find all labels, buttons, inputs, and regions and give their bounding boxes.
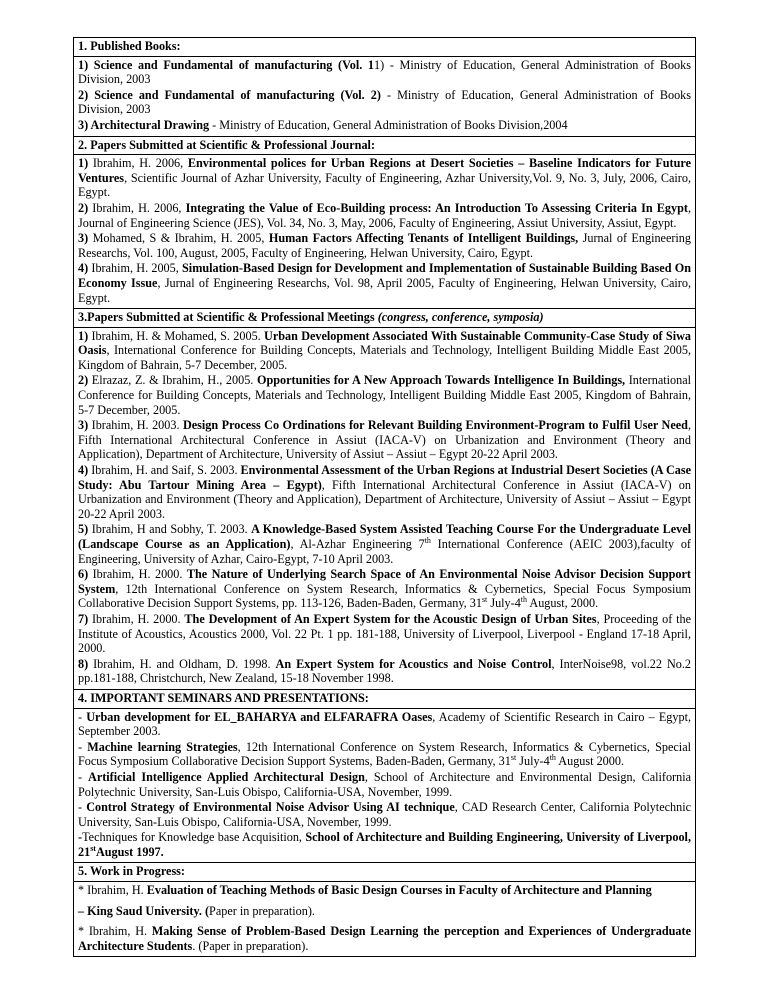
text-run: , Journal of Engineering Science (JES), Vol. 34, No. 3, May, 2006, Faculty of Engineering, Assiut University, Assiut, Egypt. <box>78 200 691 230</box>
text-run: 8) <box>78 656 89 671</box>
text-run: School of Architecture and Building Engineering, University of Liverpool, 21 <box>78 830 691 859</box>
text-run: st <box>481 595 488 605</box>
text-run: - Ministry of Education, General Administration of Books Division, 2003 <box>78 87 691 117</box>
section-heading: 2. Papers Submitted at Scientific & Professional Journal: <box>74 136 696 155</box>
text-run: The Nature of Underlying Search Space of An Environmental Noise Advisor Decision Support System <box>78 567 691 596</box>
text-run: - <box>78 769 89 784</box>
text-run: 5) <box>78 522 89 537</box>
section-content-row <box>74 708 696 863</box>
text-run: Simulation-Based Design for Development and Implementation of Sustainable Building Based On Economy Issue <box>78 261 691 290</box>
entry <box>78 567 691 611</box>
section-content <box>74 327 696 689</box>
text-run: 3) <box>78 231 89 246</box>
text-run: International Conference (AEIC 2003),faculty of Engineering, University of Azhar, Cairo-Egypt, 7-10 April 2003. <box>78 537 691 566</box>
entry <box>78 657 691 686</box>
text-run: 7) <box>78 611 89 626</box>
entry <box>78 201 691 230</box>
text-run: 2) <box>78 200 89 215</box>
text-run: Evaluation of Teaching Methods of Basic Design Courses in Faculty of Architecture and Planning <box>146 883 652 898</box>
text-run: - Ministry of Education, General Administration of Books Division,2004 <box>209 117 568 132</box>
section-heading-row <box>74 136 696 155</box>
entry <box>78 373 691 417</box>
text-run: Environmental polices for Urban Regions at Desert Societies – Baseline Indicators for Future Ventures <box>78 156 691 185</box>
entry <box>78 418 691 462</box>
text-run: 2) <box>78 373 89 388</box>
entry <box>78 830 691 859</box>
text-run: Ibrahim, H. and Saif, S. 2003. <box>88 463 241 478</box>
text-run: Elrazaz, Z. & Ibrahim, H., 2005. <box>88 373 257 388</box>
entry <box>78 740 691 769</box>
text-run: st <box>510 753 517 763</box>
text-run: August 1997. <box>95 844 164 859</box>
entry <box>78 118 691 133</box>
text-run: August, 2000. <box>527 596 599 611</box>
text-run: 3) Architectural Drawing <box>78 117 210 132</box>
section-heading: 5. Work in Progress: <box>74 863 696 882</box>
text-run: A Knowledge-Based System Assisted Teaching Course For the Undergraduate Level (Landscape Course as an Application) <box>78 522 691 551</box>
text-run: Ibrahim, H. & Mohamed, S. 2005. <box>88 328 265 343</box>
text-run: July-4 <box>487 596 521 611</box>
section-content <box>74 708 696 863</box>
text-run: The Development of An Expert System for the Acoustic Design of Urban Sites <box>184 611 597 626</box>
text-run: - <box>78 739 88 754</box>
text-run: th <box>424 535 431 545</box>
text-run: Ibrahim, H. and Oldham, D. 1998. <box>88 656 276 671</box>
text-run: , Al-Azhar Engineering 7 <box>290 537 425 551</box>
text-run: * Ibrahim, H. <box>78 924 152 939</box>
section-heading-row <box>74 863 696 882</box>
text-run: Ibrahim, H. 2005, <box>88 261 183 276</box>
text-run: Control Strategy of Environmental Noise Advisor Using AI technique <box>86 800 455 815</box>
text-run: Human Factors Affecting Tenants of Intelligent Buildings, <box>268 231 579 246</box>
text-run: Jurnal of Engineering Researchs, Vol. 100, August, 2005, Faculty of Engineering, Helwan University, Cairo, Egypt. <box>78 231 691 260</box>
text-run: July-4 <box>516 754 550 769</box>
text-run: * Ibrahim, H. <box>78 883 147 898</box>
text-run: . (Paper in preparation). <box>192 938 309 953</box>
text-run: Making Sense of Problem-Based Design Learning the perception and Experiences of Undergraduate Architecture Students <box>78 924 691 953</box>
text-run: 6) <box>78 567 89 582</box>
text-run: Ibrahim, H. 2000. <box>88 611 185 626</box>
text-run: , Academy of Scientific Research in Cairo – Egypt, September 2003. <box>78 709 691 739</box>
section-heading-row <box>74 689 696 708</box>
text-run: , CAD Research Center, California Polytechnic University, San-Luis Obispo, California-USA, November, 1999. <box>78 800 691 829</box>
section-content-row <box>74 327 696 689</box>
section-content-row <box>74 882 696 957</box>
section-content <box>74 155 696 309</box>
text-run: Ibrahim, H. 2006, <box>88 200 186 215</box>
text-run: Techniques for Knowledge base Acquisition, <box>82 830 306 845</box>
entry <box>78 770 691 799</box>
text-run: th <box>520 595 528 605</box>
text-run: – King Saud University. ( <box>78 903 210 918</box>
text-run: 1) - Ministry of Education, General Administration of Books Division, 2003 <box>78 57 691 87</box>
text-run: Ibrahim, H. 2000. <box>88 567 187 582</box>
entry <box>78 904 691 919</box>
text-run: , 12th International Conference on System Research, Informatics & Cybernetics, Special Focus Symposium Collaborative Decision Support Systems, Baden-Baden, Germany, 31 <box>78 739 691 769</box>
text-run: , 12th International Conference on System Research, Informatics & Cybernetics, Special Focus Symposium Collaborative Decision Support Systems, pp. 113-126, Baden-Baden, Germany, 31 <box>78 581 691 611</box>
section-heading <box>74 309 696 328</box>
entry <box>78 612 691 656</box>
entry <box>78 231 691 260</box>
text-run: 3.Papers Submitted at Scientific & Professional Meetings <box>78 310 378 325</box>
publications-table <box>73 37 696 957</box>
text-run: , Jurnal of Engineering Researchs, Vol. 98, April 2005, Faculty of Engineering, Helwan University, Cairo, Egypt. <box>78 275 691 305</box>
text-run: , Proceeding of the Institute of Acoustics, Acoustics 2000, Vol. 22 Pt. 1 pp. 181-188, University of Liverpool, Liverpool - England 17-18 April, 2000. <box>78 611 691 656</box>
entry <box>78 883 691 898</box>
entry <box>78 463 691 521</box>
section-content <box>74 882 696 957</box>
text-run: Ibrahim, H. 2003. <box>88 418 183 433</box>
section-content-row <box>74 56 696 136</box>
text-run: 3) <box>78 418 89 433</box>
text-run: - <box>78 830 83 845</box>
text-run: International Conference for Building Concepts, Materials and Technology, Intelligent Building Middle East 2005, Kingdom of Bahrain, 5-7 December, 2005. <box>78 373 691 417</box>
section-heading-row <box>74 38 696 57</box>
text-run: , School of Architecture and Environmental Design, California Polytechnic University, San-Luis Obispo, California-USA, November, 1999. <box>78 769 691 799</box>
text-run: Machine learning Strategies <box>87 739 238 754</box>
text-run: Environmental Assessment of the Urban Regions at Industrial Desert Societies (A Case Study: Abu Tartour Mining Area – Egypt) <box>78 463 692 492</box>
entry <box>78 329 691 373</box>
section-content-row <box>74 155 696 309</box>
text-run: Artificial Intelligence Applied Architectural Design <box>88 769 365 784</box>
text-run: , InterNoise98, vol.22 No.2 pp.181-188, Christchurch, New Zealand, 15-18 November 1998. <box>78 656 691 686</box>
text-run: , Fifth International Architectural Conference in Assiut (IACA-V) on Urbanization and Environment (Theory and Application), Department of Architecture, University of Assiut – Assiut – Egypt 20-22 April 2003. <box>78 477 691 521</box>
text-run: (congress, conference, symposia) <box>377 310 544 325</box>
text-run: Ibrahim, H. 2006, <box>88 156 188 171</box>
text-run: Paper in preparation). <box>209 903 315 918</box>
entry <box>78 924 691 953</box>
cv-publications-page <box>73 37 696 957</box>
entry <box>78 88 691 117</box>
text-run: 4) <box>78 463 89 478</box>
text-run: , International Conference for Building Concepts, Materials and Technology, Intelligent Building Middle East 2005, Kingdom of Bahrain, 5-7 December, 2005. <box>78 343 691 372</box>
entry <box>78 156 691 200</box>
text-run: th <box>549 753 556 763</box>
text-run: , Fifth International Architectural Conference in Assiut (IACA-V) on Urbanization and Environment (Theory and Application), Department of Architecture, University of Assiut – Assiut – Egypt 20-22 April 2003. <box>78 418 691 462</box>
text-run: 4) <box>78 261 89 276</box>
text-run: Design Process Co Ordinations for Relevant Building Environment-Program to Fulfil User Need <box>182 418 688 433</box>
text-run: Urban development for EL_BAHARYA and ELFARAFRA Oases <box>86 709 433 724</box>
text-run: - <box>78 709 87 724</box>
entry <box>78 261 691 305</box>
publications-table-body <box>74 38 696 957</box>
text-run: Integrating the Value of Eco-Building process: An Introduction To Assessing Criteria In Egypt <box>185 200 688 215</box>
text-run: 1) <box>78 156 89 171</box>
text-run: Ibrahim, H and Sobhy, T. 2003. <box>88 522 252 537</box>
text-run: st <box>90 843 96 853</box>
entry <box>78 800 691 829</box>
section-heading-row <box>74 309 696 328</box>
section-heading: 1. Published Books: <box>74 38 696 57</box>
text-run: August 2000. <box>555 754 624 769</box>
text-run: , Scientific Journal of Azhar University, Faculty of Engineering, Azhar University,Vol. 9, No. 3, July, 2006, Cairo, Egypt. <box>78 170 691 200</box>
text-run: - <box>78 800 87 815</box>
text-run: 1) Science and Fundamental of manufacturing (Vol. 1 <box>78 57 375 72</box>
section-heading: 4. IMPORTANT SEMINARS AND PRESENTATIONS: <box>74 689 696 708</box>
entry <box>78 58 691 87</box>
entry <box>78 522 691 566</box>
entry <box>78 710 691 739</box>
text-run: An Expert System for Acoustics and Noise Control <box>275 656 552 671</box>
text-run: Urban Development Associated With Sustainable Community-Case Study of Siwa Oasis <box>78 328 691 358</box>
text-run: Opportunities for A New Approach Towards Intelligence In Buildings, <box>256 373 626 388</box>
section-content <box>74 56 696 136</box>
text-run: 2) Science and Fundamental of manufacturing (Vol. 2) <box>78 87 381 102</box>
text-run: Mohamed, S & Ibrahim, H. 2005, <box>88 231 269 246</box>
text-run: 1) <box>78 328 89 343</box>
